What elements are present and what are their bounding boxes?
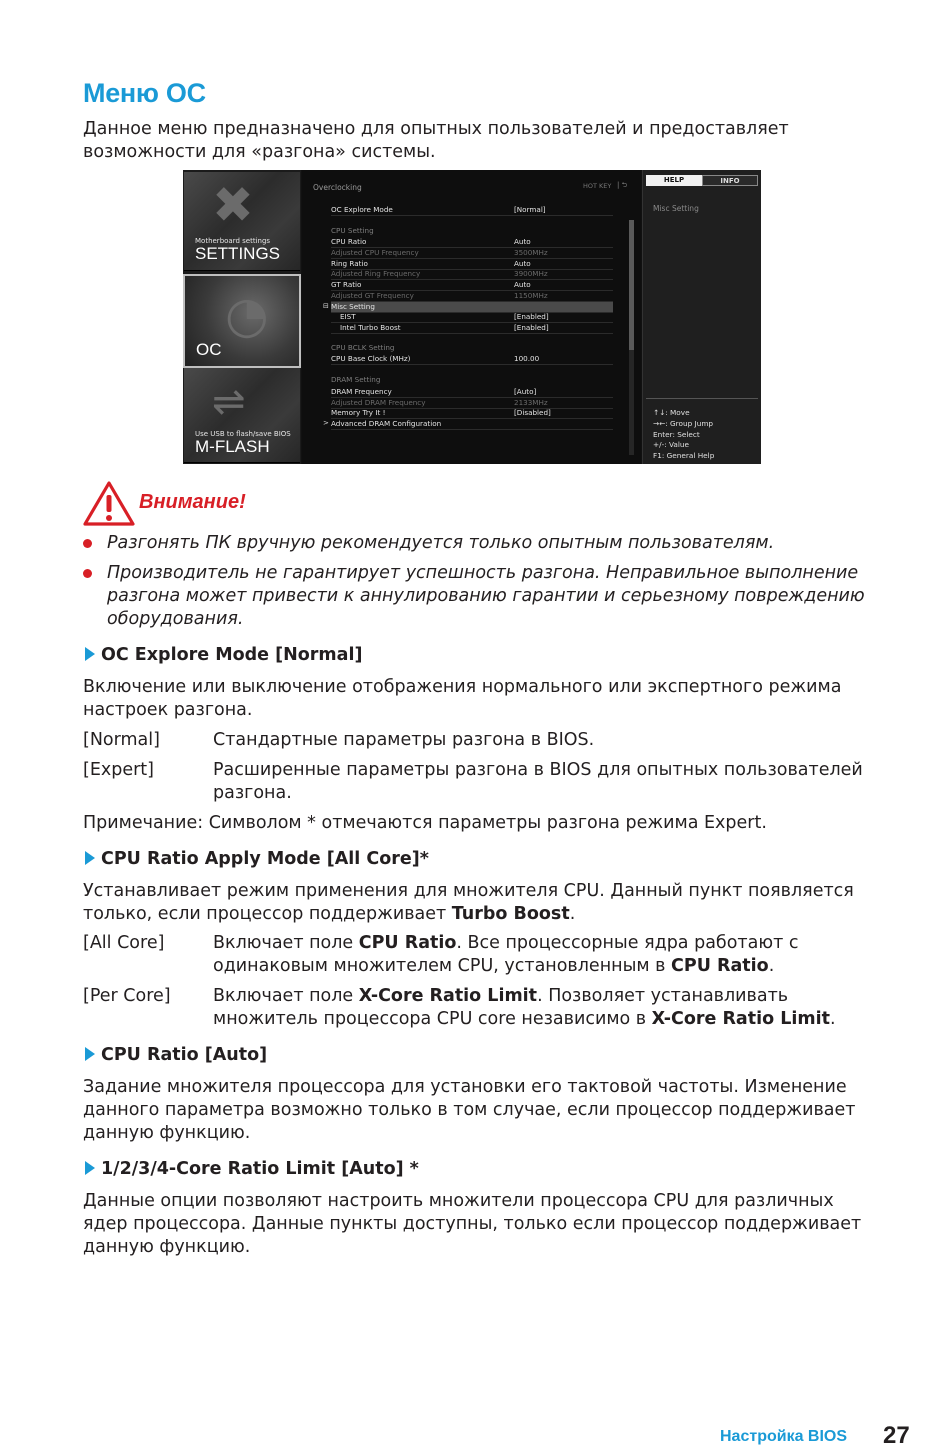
bios-row-memory-try[interactable]	[331, 408, 613, 419]
help-keys	[653, 408, 714, 462]
row-label: Advanced DRAM Configuration	[331, 419, 442, 428]
bios-sidebar	[183, 170, 301, 464]
bios-group-bclk: CPU BCLK Setting	[331, 343, 395, 352]
bios-row-adv-dram[interactable]	[331, 419, 613, 430]
text-bold: CPU Ratio	[671, 956, 769, 976]
sidebar-item-caption: Motherboard settings	[195, 237, 271, 245]
help-key-help: F1: General Help	[653, 451, 715, 461]
paragraph: Включение или выключение отображения нормального или экспертного режима настроек разгона.	[83, 677, 842, 720]
help-text: Misc Setting	[653, 204, 699, 213]
row-label: DRAM Frequency	[331, 387, 392, 396]
triangle-icon	[85, 647, 95, 661]
wrench-icon: ✖	[212, 176, 254, 234]
page-number: 27	[883, 1422, 910, 1449]
row-value: 2133MHz	[514, 398, 548, 407]
text-run: Устанавливает режим применения для множителя CPU. Данный пункт появляется только, если процессор поддерживает	[83, 881, 854, 924]
help-key-select: Enter: Select	[653, 429, 700, 439]
page-title: Меню OC	[83, 78, 206, 108]
row-label: CPU Ratio	[331, 237, 367, 246]
row-label: Memory Try It !	[331, 408, 386, 417]
text-run: Включает поле	[213, 986, 359, 1006]
heading-text: OC Explore Mode [Normal]	[101, 645, 363, 665]
bios-main-panel	[302, 170, 641, 464]
bios-row-oc-explore[interactable]	[331, 205, 613, 216]
heading-text: CPU Ratio [Auto]	[101, 1045, 268, 1065]
bios-row-adj-ring-freq	[331, 269, 613, 280]
collapse-icon[interactable]: ⊟	[323, 302, 329, 310]
row-label: Intel Turbo Boost	[340, 323, 401, 332]
bullet-text: Производитель не гарантирует успешность разгона. Неправильное выполнение разгона может привести к аннулированию гарантии и серьезному повреждению оборудования.	[107, 563, 865, 629]
tab-help[interactable]: HELP	[646, 175, 702, 186]
sidebar-item-settings[interactable]	[184, 172, 300, 271]
triangle-icon	[85, 1161, 95, 1175]
row-value: [Enabled]	[514, 323, 549, 332]
row-value: [Disabled]	[514, 408, 551, 417]
option-key: [Normal]	[83, 730, 160, 750]
text-bold: X-Core Ratio Limit	[358, 986, 538, 1006]
bios-row-cpu-ratio[interactable]	[331, 237, 613, 248]
sidebar-item-mflash[interactable]	[184, 368, 300, 463]
bios-row-base-clock[interactable]	[331, 354, 613, 365]
section-heading-oc-explore	[85, 645, 362, 665]
row-value: 1150MHz	[514, 291, 548, 300]
row-value: Auto	[514, 237, 531, 246]
tab-info[interactable]: INFO	[702, 175, 758, 186]
sidebar-item-label: M-FLASH	[195, 437, 270, 456]
bios-group-cpu: CPU Setting	[331, 226, 374, 235]
row-label: OC Explore Mode	[331, 205, 393, 214]
row-label: CPU Base Clock (MHz)	[331, 354, 411, 363]
row-label: Adjusted CPU Frequency	[331, 248, 419, 257]
section-heading-cpu-ratio-mode	[85, 849, 429, 869]
help-key-jump: →←: Group Jump	[653, 418, 714, 428]
triangle-icon	[85, 851, 95, 865]
bullet-dot	[83, 569, 92, 578]
bullet-text: Разгонять ПК вручную рекомендуется только опытным пользователям.	[107, 533, 775, 553]
row-label: Misc Setting	[331, 302, 375, 311]
bios-screenshot	[183, 170, 761, 464]
bios-row-dram-freq[interactable]	[331, 387, 613, 398]
bios-help-panel	[642, 170, 761, 464]
note: Примечание: Символом * отмечаются параметры разгона режима Expert.	[83, 813, 767, 833]
heading-text: 1/2/3/4-Core Ratio Limit [Auto] *	[101, 1159, 419, 1179]
bios-row-adj-cpu-freq	[331, 248, 613, 259]
row-label: Adjusted DRAM Frequency	[331, 398, 426, 407]
sidebar-item-oc[interactable]	[183, 274, 301, 368]
back-icon[interactable]: | ⮌	[617, 181, 628, 189]
bios-row-gt-ratio[interactable]	[331, 280, 613, 291]
row-label: Adjusted Ring Frequency	[331, 269, 421, 278]
help-divider	[646, 398, 758, 399]
sidebar-item-caption: Use USB to flash/save BIOS	[195, 430, 291, 438]
text-bold: CPU Ratio	[358, 933, 457, 953]
paragraph	[83, 880, 863, 926]
warning-title: Внимание!	[139, 491, 246, 513]
row-value: 100.00	[514, 354, 540, 363]
text-run: . Все процессорные ядра работают с одинаковым множителем CPU, установленным в	[213, 933, 799, 976]
hotkey-label[interactable]: HOT KEY	[583, 182, 612, 190]
section-heading-core-limit	[85, 1159, 419, 1179]
row-value: [Normal]	[514, 205, 546, 214]
sidebar-item-label: SETTINGS	[195, 244, 281, 263]
bios-row-eist[interactable]	[331, 312, 613, 323]
option-desc: Стандартные параметры разгона в BIOS.	[213, 730, 595, 750]
warning-icon	[83, 480, 135, 526]
help-key-move: ↑↓: Move	[653, 408, 690, 417]
option-key: [All Core]	[83, 933, 165, 953]
bios-row-turbo-boost[interactable]	[331, 323, 613, 334]
text-run: Включает поле	[213, 933, 359, 953]
text-run: .	[768, 956, 775, 976]
section-heading-cpu-ratio	[85, 1045, 267, 1065]
text-bold: Turbo Boost	[451, 904, 570, 924]
row-value: 3500MHz	[514, 248, 548, 257]
bios-row-adj-gt-freq	[331, 291, 613, 302]
text-run: .	[569, 904, 576, 924]
gauge-icon: ◔	[225, 286, 269, 344]
paragraph: Задание множителя процессора для установки его тактовой частоты. Изменение данного параметра возможно только в том случае, если процессор поддерживает данную функцию.	[83, 1077, 856, 1143]
bullet-dot	[83, 539, 92, 548]
row-value: [Auto]	[514, 387, 537, 396]
row-label: GT Ratio	[331, 280, 362, 289]
option-key: [Per Core]	[83, 986, 171, 1006]
option-desc	[213, 985, 863, 1031]
option-desc: Расширенные параметры разгона в BIOS для опытных пользователей разгона.	[213, 760, 863, 803]
text-run: .	[829, 1009, 836, 1029]
text-run: . Позволяет устанавливать множитель процессора CPU core независимо в	[213, 986, 789, 1029]
option-desc	[213, 932, 863, 978]
row-value: Auto	[514, 280, 531, 289]
chevron-right-icon[interactable]: >	[323, 419, 329, 427]
row-label: Ring Ratio	[331, 259, 368, 268]
row-value: [Enabled]	[514, 312, 549, 321]
row-label: EIST	[340, 312, 356, 321]
intro-text: Данное меню предназначено для опытных пользователей и предоставляет возможности для «разгона» системы.	[83, 119, 789, 162]
paragraph: Данные опции позволяют настроить множители процессора CPU для различных ядер процессора. Данные пункты доступны, только если процессор поддерживает данную функцию.	[83, 1191, 862, 1257]
row-value: 3900MHz	[514, 269, 548, 278]
sidebar-item-label: OC	[196, 340, 222, 359]
usb-icon: ⇌	[212, 379, 246, 425]
bios-scrollbar-thumb[interactable]	[629, 220, 634, 350]
help-key-value: +/-: Value	[653, 440, 690, 450]
triangle-icon	[85, 1047, 95, 1061]
row-label: Adjusted GT Frequency	[331, 291, 414, 300]
bios-breadcrumb: Overclocking	[313, 183, 362, 192]
heading-text: CPU Ratio Apply Mode [All Core]*	[101, 849, 429, 869]
row-value: Auto	[514, 259, 531, 268]
text-bold: X-Core Ratio Limit	[651, 1009, 830, 1029]
footer-section-label: Настройка BIOS	[720, 1428, 848, 1445]
option-key: [Expert]	[83, 760, 154, 780]
bios-group-dram: DRAM Setting	[331, 375, 381, 384]
